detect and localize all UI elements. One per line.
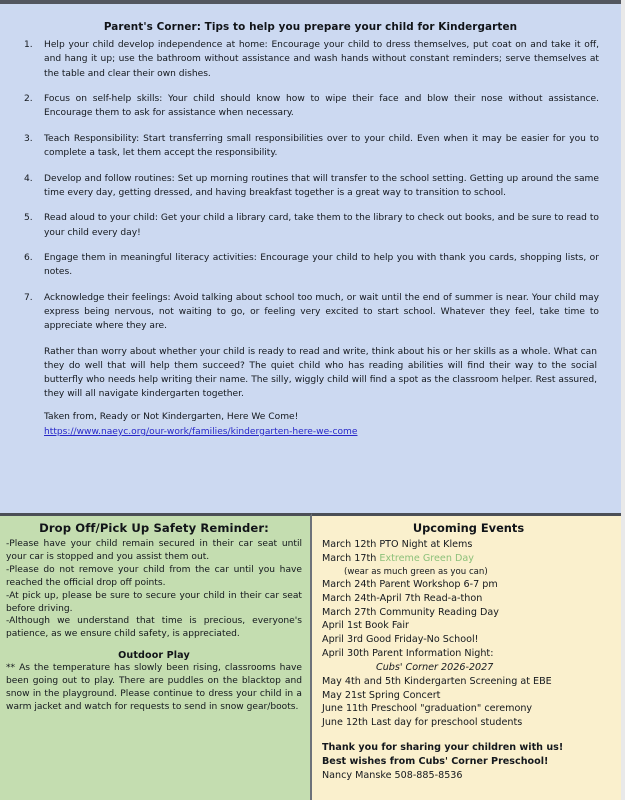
- signoff-line-1: Thank you for sharing your children with us!: [322, 741, 564, 753]
- tip-number: 6.: [24, 252, 33, 263]
- event-item: May 21st Spring Concert: [322, 689, 441, 701]
- event-highlight-label: Extreme Green Day: [379, 552, 474, 564]
- closing-paragraph: Rather than worry about whether your child is ready to read and write, think about his or her skills as a whole. What can they do well that will help them succeed? The quiet child who has reading abilities will find their way to the social butterfly who needs help writing their name. The silly, wiggly child will find a spot as the classroom helper. Rest assured, they will all navigate kindergarten together.: [44, 346, 597, 400]
- safety-paragraph: -At pick up, please be sure to secure your child in their car seat before driving.: [6, 590, 302, 614]
- event-item: April 3rd Good Friday-No School!: [322, 634, 479, 646]
- outdoor-play-title: Outdoor Play: [118, 650, 190, 662]
- parents-corner-body: [0, 4, 621, 439]
- event-item: March 24th-April 7th Read-a-thon: [322, 592, 483, 604]
- event-item: March 24th Parent Workshop 6-7 pm: [322, 579, 498, 590]
- tip-item: [22, 92, 599, 121]
- safety-paragraph-list: [6, 538, 302, 641]
- tip-text: Acknowledge their feelings: Avoid talking about school too much, or wait until the end of summer is near. Your child may express being nervous, not waiting to go, or feeling very excited to start school. Whatever they feel, take time to appreciate where they are.: [44, 292, 599, 332]
- tip-text: Develop and follow routines: Set up morning routines that will transfer to the school setting. Getting up around the same time every day, getting dressed, and having breakfast together is a great way to transition to school.: [44, 173, 599, 198]
- safety-title: Drop Off/Pick Up Safety Reminder:: [39, 521, 269, 535]
- event-item: June 11th Preschool "graduation" ceremony: [322, 703, 533, 715]
- tip-number: 4.: [24, 173, 33, 184]
- source-attribution: Taken from, Ready or Not Kindergarten, Here We Come!: [44, 412, 299, 423]
- event-item: June 12th Last day for preschool students: [322, 717, 523, 729]
- tip-item: [22, 291, 599, 334]
- event-item: [322, 552, 615, 566]
- bottom-panels-row: [0, 513, 621, 800]
- tip-number: 3.: [24, 133, 33, 144]
- tip-number: 7.: [24, 292, 33, 303]
- tip-number: 2.: [24, 94, 33, 105]
- tip-item: [22, 172, 599, 201]
- tip-item: [22, 38, 599, 81]
- source-url-link[interactable]: https://www.naeyc.org/our-work/families/kindergarten-here-we-come: [44, 426, 358, 437]
- event-item: (wear as much green as you can): [344, 566, 488, 577]
- parents-corner-title: Parent's Corner: Tips to help you prepare your child for Kindergarten: [103, 21, 518, 33]
- tip-text: Focus on self-help skills: Your child should know how to wipe their face and blow their nose without assistance. Encourage them to ask for assistance when necessary.: [44, 94, 599, 119]
- upcoming-events-section: [312, 513, 621, 800]
- tip-text: Help your child develop independence at home: Encourage your child to dress themselves, put coat on and take it off, and hang it up; use the bathroom without assistance and wash hands without constant reminders; serve themselves at the table and clear their own dishes.: [44, 40, 599, 79]
- safety-reminder-section: [0, 513, 312, 800]
- tip-number: 5.: [24, 213, 33, 224]
- tip-number: 1.: [24, 40, 33, 50]
- event-item: March 12th PTO Night at Klems: [322, 539, 473, 550]
- event-item: Cubs' Corner 2026-2027: [376, 661, 494, 673]
- safety-paragraph: -Please do not remove your child from the car until you have reached the official drop off points.: [6, 564, 302, 588]
- event-item: April 30th Parent Information Night:: [322, 648, 494, 660]
- safety-paragraph: -Please have your child remain secured in their car seat until your car is stopped and you assist them out.: [6, 539, 302, 562]
- tip-text: Teach Responsibility: Start transferring small responsibilities over to your child. Even when it may be easier for you to complete a task, let them accept the responsibility.: [44, 133, 599, 159]
- signoff-contact: Nancy Manske 508-885-8536: [322, 770, 463, 782]
- outdoor-play-text: ** As the temperature has slowly been rising, classrooms have been going out to play. There are puddles on the blacktop and snow in the playground. Please continue to dress your child in a warm jacket and watch for requests to send in snow gear/boots.: [6, 663, 302, 712]
- tip-item: [22, 211, 599, 240]
- event-item: May 4th and 5th Kindergarten Screening at EBE: [322, 675, 552, 687]
- tip-text: Engage them in meaningful literacy activities: Encourage your child to help you with thank you cards, shopping lists, or notes.: [44, 252, 599, 278]
- tip-item: [22, 132, 599, 161]
- tips-list: [22, 38, 599, 334]
- event-item: March 27th Community Reading Day: [322, 606, 499, 618]
- events-list: [322, 538, 615, 730]
- tip-item: [22, 251, 599, 280]
- event-date: March 17th: [322, 552, 380, 564]
- signoff-line-2: Best wishes from Cubs' Corner Preschool!: [322, 756, 549, 768]
- upcoming-events-title: Upcoming Events: [412, 521, 525, 535]
- tip-text: Read aloud to your child: Get your child a library card, take them to the library to check out books, and be sure to read to your child every day!: [44, 213, 599, 238]
- safety-paragraph: -Although we understand that time is precious, everyone's patience, as we ensure child safety, is appreciated.: [6, 616, 302, 640]
- event-item: April 1st Book Fair: [322, 620, 409, 632]
- signoff-block: [322, 741, 615, 784]
